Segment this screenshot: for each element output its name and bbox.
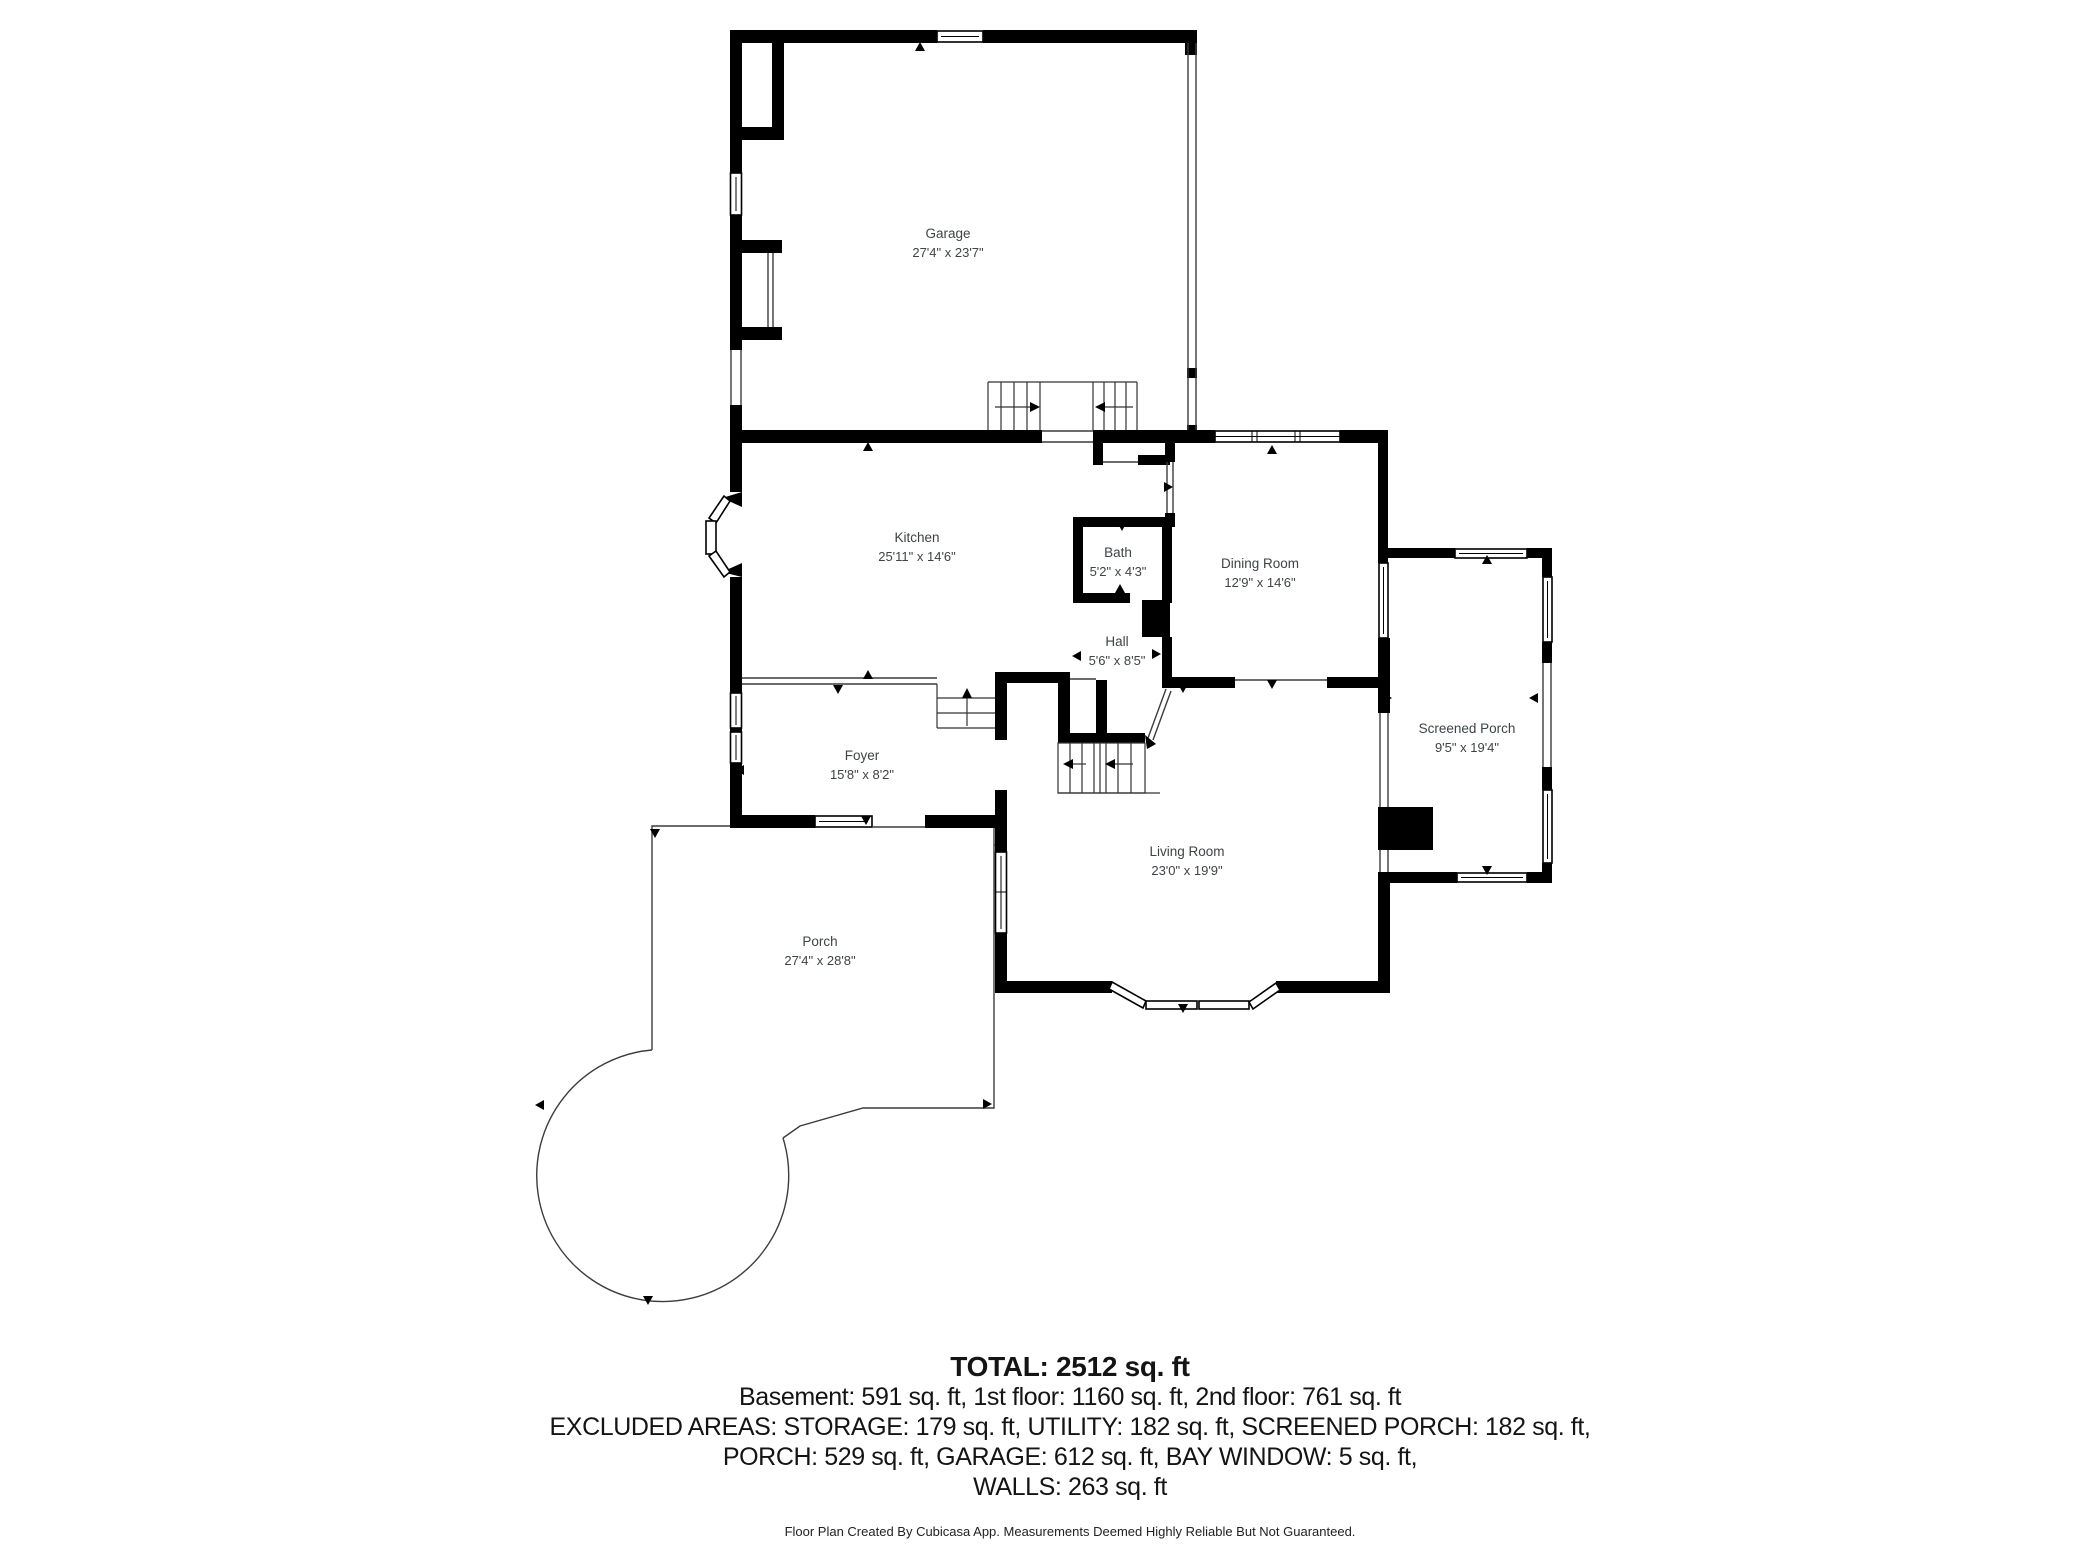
fireplace — [1378, 807, 1433, 850]
bay-window-living — [1109, 982, 1280, 1009]
room-dims-living-room: 23'0" x 19'9" — [1151, 863, 1223, 878]
room-label-kitchen: Kitchen — [894, 530, 940, 545]
porch-outline — [537, 826, 994, 1302]
bay-window-kitchen — [706, 492, 742, 577]
windows — [731, 31, 1553, 933]
stairs-basement — [1058, 743, 1160, 793]
room-label-hall: Hall — [1105, 634, 1129, 649]
room-labels — [784, 226, 1515, 968]
room-label-foyer: Foyer — [844, 748, 880, 763]
summary-line-1: Basement: 591 sq. ft, 1st floor: 1160 sq. ft, 2nd floor: 761 sq. ft — [738, 1383, 1402, 1411]
room-dims-foyer: 15'8" x 8'2" — [829, 767, 895, 782]
stairs-garage — [988, 382, 1137, 430]
summary-total: TOTAL: 2512 sq. ft — [950, 1351, 1190, 1382]
room-dims-hall: 5'6" x 8'5" — [1088, 653, 1146, 668]
room-dims-garage: 27'4" x 23'7" — [912, 245, 984, 260]
room-label-bath: Bath — [1104, 545, 1132, 560]
footer-note: Floor Plan Created By Cubicasa App. Measurements Deemed Highly Reliable But Not Guaranteed. — [784, 1524, 1356, 1539]
room-label-screened-porch: Screened Porch — [1418, 721, 1516, 736]
summary-line-4: WALLS: 263 sq. ft — [973, 1473, 1167, 1501]
door-swing — [1145, 689, 1171, 749]
room-label-porch: Porch — [802, 934, 838, 949]
room-dims-dining-room: 12'9" x 14'6" — [1224, 575, 1296, 590]
room-label-dining-room: Dining Room — [1220, 556, 1300, 571]
summary-line-3: PORCH: 529 sq. ft, GARAGE: 612 sq. ft, BAY WINDOW: 5 sq. ft, — [722, 1443, 1418, 1471]
room-dims-bath: 5'2" x 4'3" — [1089, 564, 1147, 579]
room-label-living-room: Living Room — [1149, 844, 1225, 859]
room-label-garage: Garage — [925, 226, 971, 241]
room-dims-kitchen: 25'11" x 14'6" — [878, 549, 956, 564]
room-dims-porch: 27'4" x 28'8" — [784, 953, 856, 968]
room-dims-screened-porch: 9'5" x 19'4" — [1434, 740, 1500, 755]
summary-line-2: EXCLUDED AREAS: STORAGE: 179 sq. ft, UTILITY: 182 sq. ft, SCREENED PORCH: 182 sq. ft, — [549, 1413, 1591, 1441]
area-summary — [270, 1352, 1870, 1502]
stairs-main — [937, 684, 995, 728]
